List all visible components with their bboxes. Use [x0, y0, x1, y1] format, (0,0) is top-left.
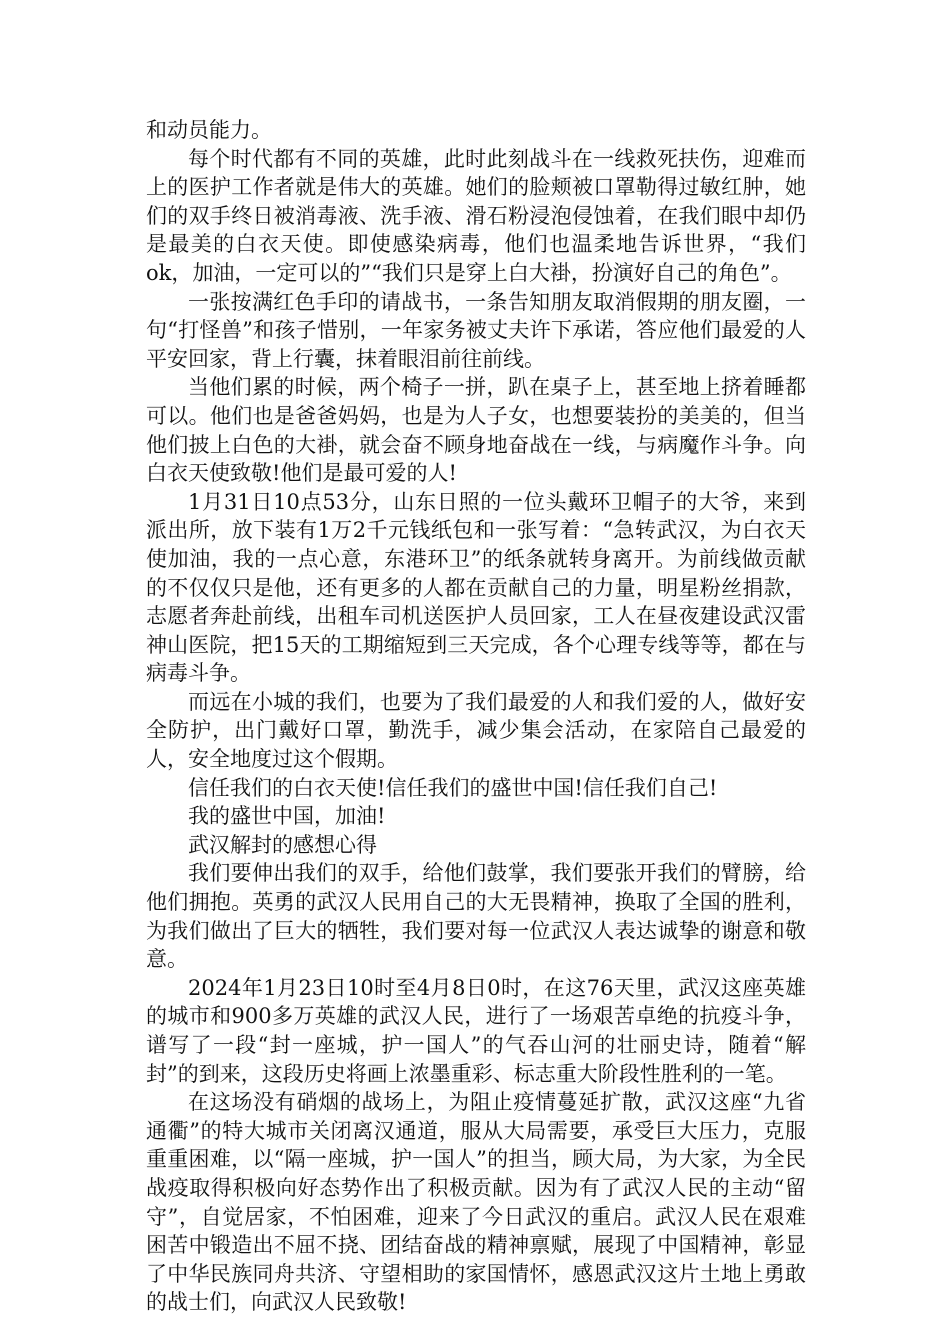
document-page — [146, 116, 806, 1317]
section-title: 武汉解封的感想心得 — [188, 832, 377, 857]
paragraph-heroes: 每个时代都有不同的英雄，此时此刻战斗在一线救死扶伤，迎难而上的医护工作者就是伟大的英雄。她们的脸颊被口罩勒得过敏红肿，她们的双手终日被消毒液、洗手液、滑石粉浸泡侵蚀着，在我们眼中却仍是最美的白衣天使。即使感染病毒，他们也温柔地告诉世界，“我们ok，加油，一定可以的”“我们只是穿上白大褂，扮演好自己的角色”。 — [146, 146, 806, 285]
paragraph-donation: 1月31日10点53分，山东日照的一位头戴环卫帽子的大爷，来到派出所，放下装有1万2千元钱纸包和一张写着：“急转武汉，为白衣天使加油，我的一点心意，东港环卫”的纸条就转身离开。为前线做贡献的不仅仅只是他，还有更多的人都在贡献自己的力量，明星粉丝捐款，志愿者奔赴前线，出租车司机送医护人员回家，工人在昼夜建设武汉雷神山医院，把15天的工期缩短到三天完成，各个心理专线等等，都在与病毒斗争。 — [146, 489, 806, 686]
paragraph-trust: 信任我们的白衣天使!信任我们的盛世中国!信任我们自己! — [188, 775, 718, 800]
paragraph-tired: 当他们累的时候，两个椅子一拼，趴在桌子上，甚至地上挤着睡都可以。他们也是爸爸妈妈，也是为人子女，也想要装扮的美美的，但当他们披上白色的大褂，就会奋不顾身地奋战在一线，与病魔作斗争。向白衣天使致敬!他们是最可爱的人! — [146, 375, 806, 486]
paragraph-cheer: 我的盛世中国，加油! — [188, 804, 386, 829]
paragraph-applause: 我们要伸出我们的双手，给他们鼓掌，我们要张开我们的臂膀，给他们拥抱。英勇的武汉人民用自己的大无畏精神，换取了全国的胜利，为我们做出了巨大的牺牲，我们要对每一位武汉人表达诚挚的谢意和敬意。 — [146, 861, 806, 972]
paragraph-small-town: 而远在小城的我们，也要为了我们最爱的人和我们爱的人，做好安全防护，出门戴好口罩，勤洗手，减少集会活动，在家陪自己最爱的人，安全地度过这个假期。 — [146, 689, 806, 772]
paragraph-76-days: 2024年1月23日10时至4月8日0时，在这76天里，武汉这座英雄的城市和900多万英雄的武汉人民，进行了一场艰苦卓绝的抗疫斗争，谱写了一段“封一座城，护一国人”的气吞山河的壮丽史诗，随着“解封”的到来，这段历史将画上浓墨重彩、标志重大阶段性胜利的一笔。 — [146, 975, 806, 1086]
paragraph-petition: 一张按满红色手印的请战书，一条告知朋友取消假期的朋友圈，一句“打怪兽”和孩子惜别，一年家务被丈夫许下承诺，答应他们最爱的人平安回家，背上行囊，抹着眼泪前往前线。 — [146, 289, 806, 371]
paragraph-continuation: 和动员能力。 — [146, 118, 272, 142]
paragraph-battlefield: 在这场没有硝烟的战场上，为阻止疫情蔓延扩散，武汉这座“九省通衢”的特大城市关闭离汉通道，服从大局需要，承受巨大压力，克服重重困难，以“隔一座城，护一国人”的担当，顾大局，为大家，为全民战疫取得积极向好态势作出了积极贡献。因为有了武汉人民的主动“留守”，自觉居家，不怕困难，迎来了今日武汉的重启。武汉人民在艰难困苦中锻造出不屈不挠、团结奋战的精神禀赋，展现了中国精神，彰显了中华民族同舟共济、守望相助的家国情怀，感恩武汉这片土地上勇敢的战士们，向武汉人民致敬! — [146, 1090, 806, 1315]
